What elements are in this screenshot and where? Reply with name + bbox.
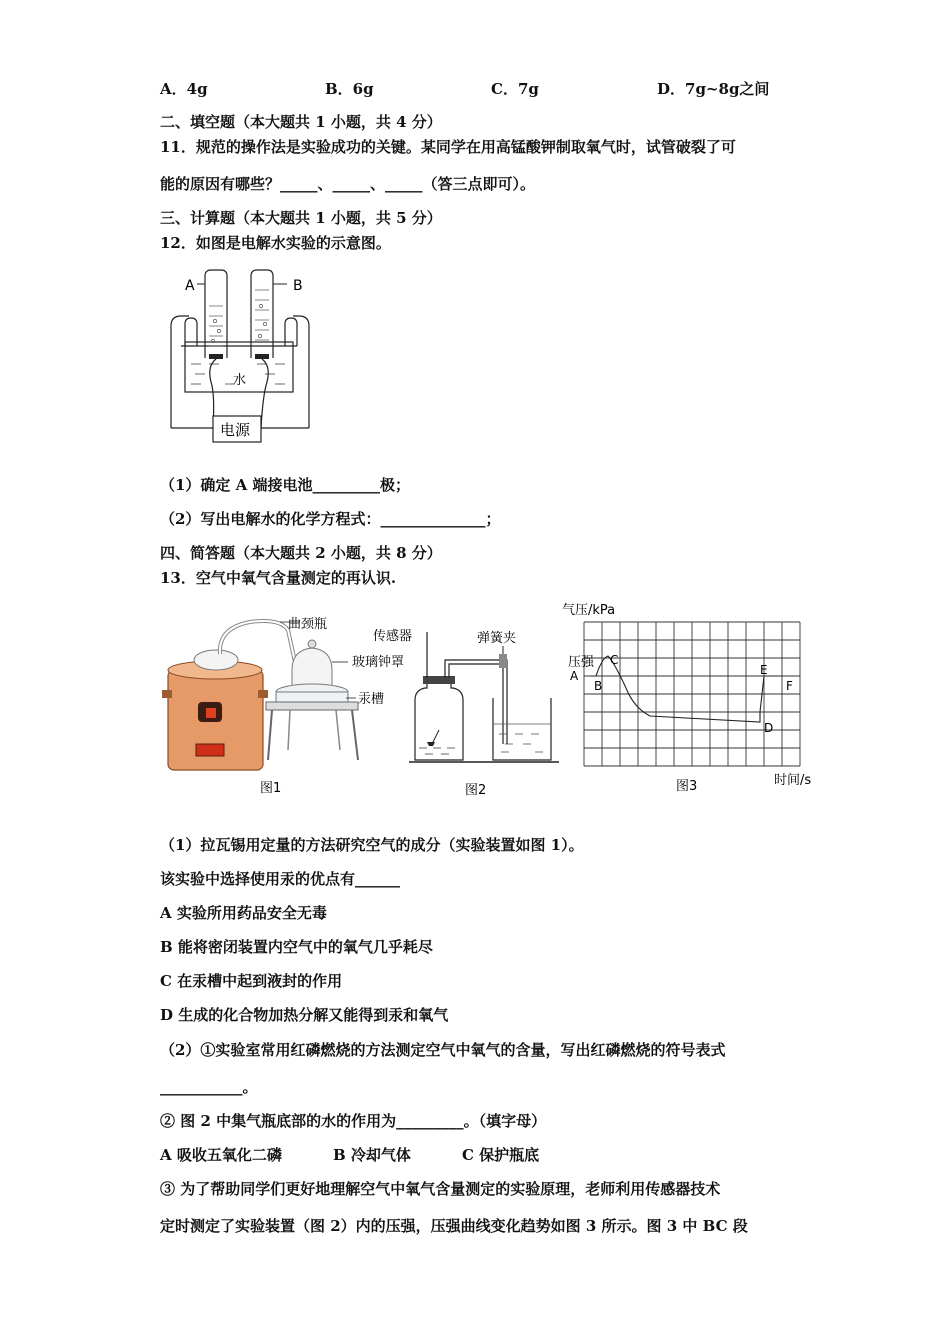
label-sensor: 传感器	[373, 629, 413, 644]
q13-part1-question: 该实验中选择使用汞的优点有______	[160, 870, 401, 888]
q13-part2-2-option-b: B 冷却气体	[333, 1146, 411, 1164]
q13-part2-3-cont: 定时测定了实验装置（图 2）内的压强，压强曲线变化趋势如图 3 所示。图 3 中 BC 段	[160, 1217, 748, 1235]
q13-part1: （1）拉瓦锡用定量的方法研究空气的成分（实验装置如图 1）。	[160, 836, 584, 854]
figure-3-pressure-graph	[560, 600, 820, 800]
caption-fig1: 图1	[260, 781, 282, 796]
point-b: B	[594, 679, 603, 693]
label-trough: 汞槽	[358, 692, 385, 707]
label-a: A	[185, 278, 195, 294]
label-clip: 弹簧夹	[477, 631, 517, 646]
section4-heading: 四、简答题（本大题共 2 小题，共 8 分）	[160, 544, 442, 562]
q13-part1-option-b: B 能将密闭装置内空气中的氧气几乎耗尽	[160, 938, 433, 956]
caption-fig2: 图2	[465, 783, 487, 798]
option-b: B．6g	[325, 80, 374, 98]
section2-heading: 二、填空题（本大题共 1 小题，共 4 分）	[160, 113, 442, 131]
option-c: C．7g	[491, 80, 539, 98]
point-e: E	[760, 663, 768, 677]
q12-part1: （1）确定 A 端接电池_________极；	[160, 476, 411, 494]
caption-fig3: 图3	[676, 779, 698, 794]
point-d: D	[764, 721, 774, 735]
q13-part2-3: ③ 为了帮助同学们更好地理解空气中氧气含量测定的实验原理，老师利用传感器技术	[160, 1180, 721, 1198]
label-b: B	[293, 278, 303, 294]
fig3-ylabel: 气压/kPa	[562, 603, 616, 618]
label-bell-jar: 玻璃钟罩	[352, 655, 405, 670]
label-water: 水	[233, 373, 247, 388]
point-c: C	[610, 653, 619, 667]
q13-part2-1-blank: ___________。	[160, 1078, 258, 1096]
point-f: F	[786, 679, 793, 693]
option-a: A．4g	[160, 80, 208, 98]
q13-part2-1: （2）①实验室常用红磷燃烧的方法测定空气中氧气的含量，写出红磷燃烧的符号表式	[160, 1041, 726, 1059]
q13-part1-option-d: D 生成的化合物加热分解又能得到汞和氧气	[160, 1006, 449, 1024]
section3-heading: 三、计算题（本大题共 1 小题，共 5 分）	[160, 209, 442, 227]
fig3-xlabel: 时间/s	[774, 773, 812, 788]
q13-stem: 13．空气中氧气含量测定的再认识.	[160, 569, 397, 587]
label-power: 电源	[220, 421, 251, 439]
q12-stem: 12．如图是电解水实验的示意图。	[160, 234, 391, 252]
option-d: D．7g~8g之间	[657, 80, 770, 98]
q13-part1-option-c: C 在汞槽中起到液封的作用	[160, 972, 343, 990]
q13-part2-2-option-a: A 吸收五氧化二磷	[160, 1146, 282, 1164]
q13-part1-option-a: A 实验所用药品安全无毒	[160, 904, 327, 922]
point-a: A	[570, 669, 579, 683]
electrolysis-figure	[165, 266, 315, 446]
label-flask: 曲颈瓶	[288, 617, 328, 632]
q13-part2-2: ② 图 2 中集气瓶底部的水的作用为_________。（填字母）	[160, 1112, 547, 1130]
q11-line2: 能的原因有哪些？_____、_____、_____（答三点即可）。	[160, 175, 536, 193]
q13-part2-2-option-c: C 保护瓶底	[462, 1146, 540, 1164]
q11-line1: 11．规范的操作法是实验成功的关键。某同学在用高锰酸钾制取氧气时，试管破裂了可	[160, 138, 736, 156]
q12-part2: （2）写出电解水的化学方程式：______________；	[160, 510, 501, 528]
fig3-pressure-label: 压强	[568, 655, 595, 670]
